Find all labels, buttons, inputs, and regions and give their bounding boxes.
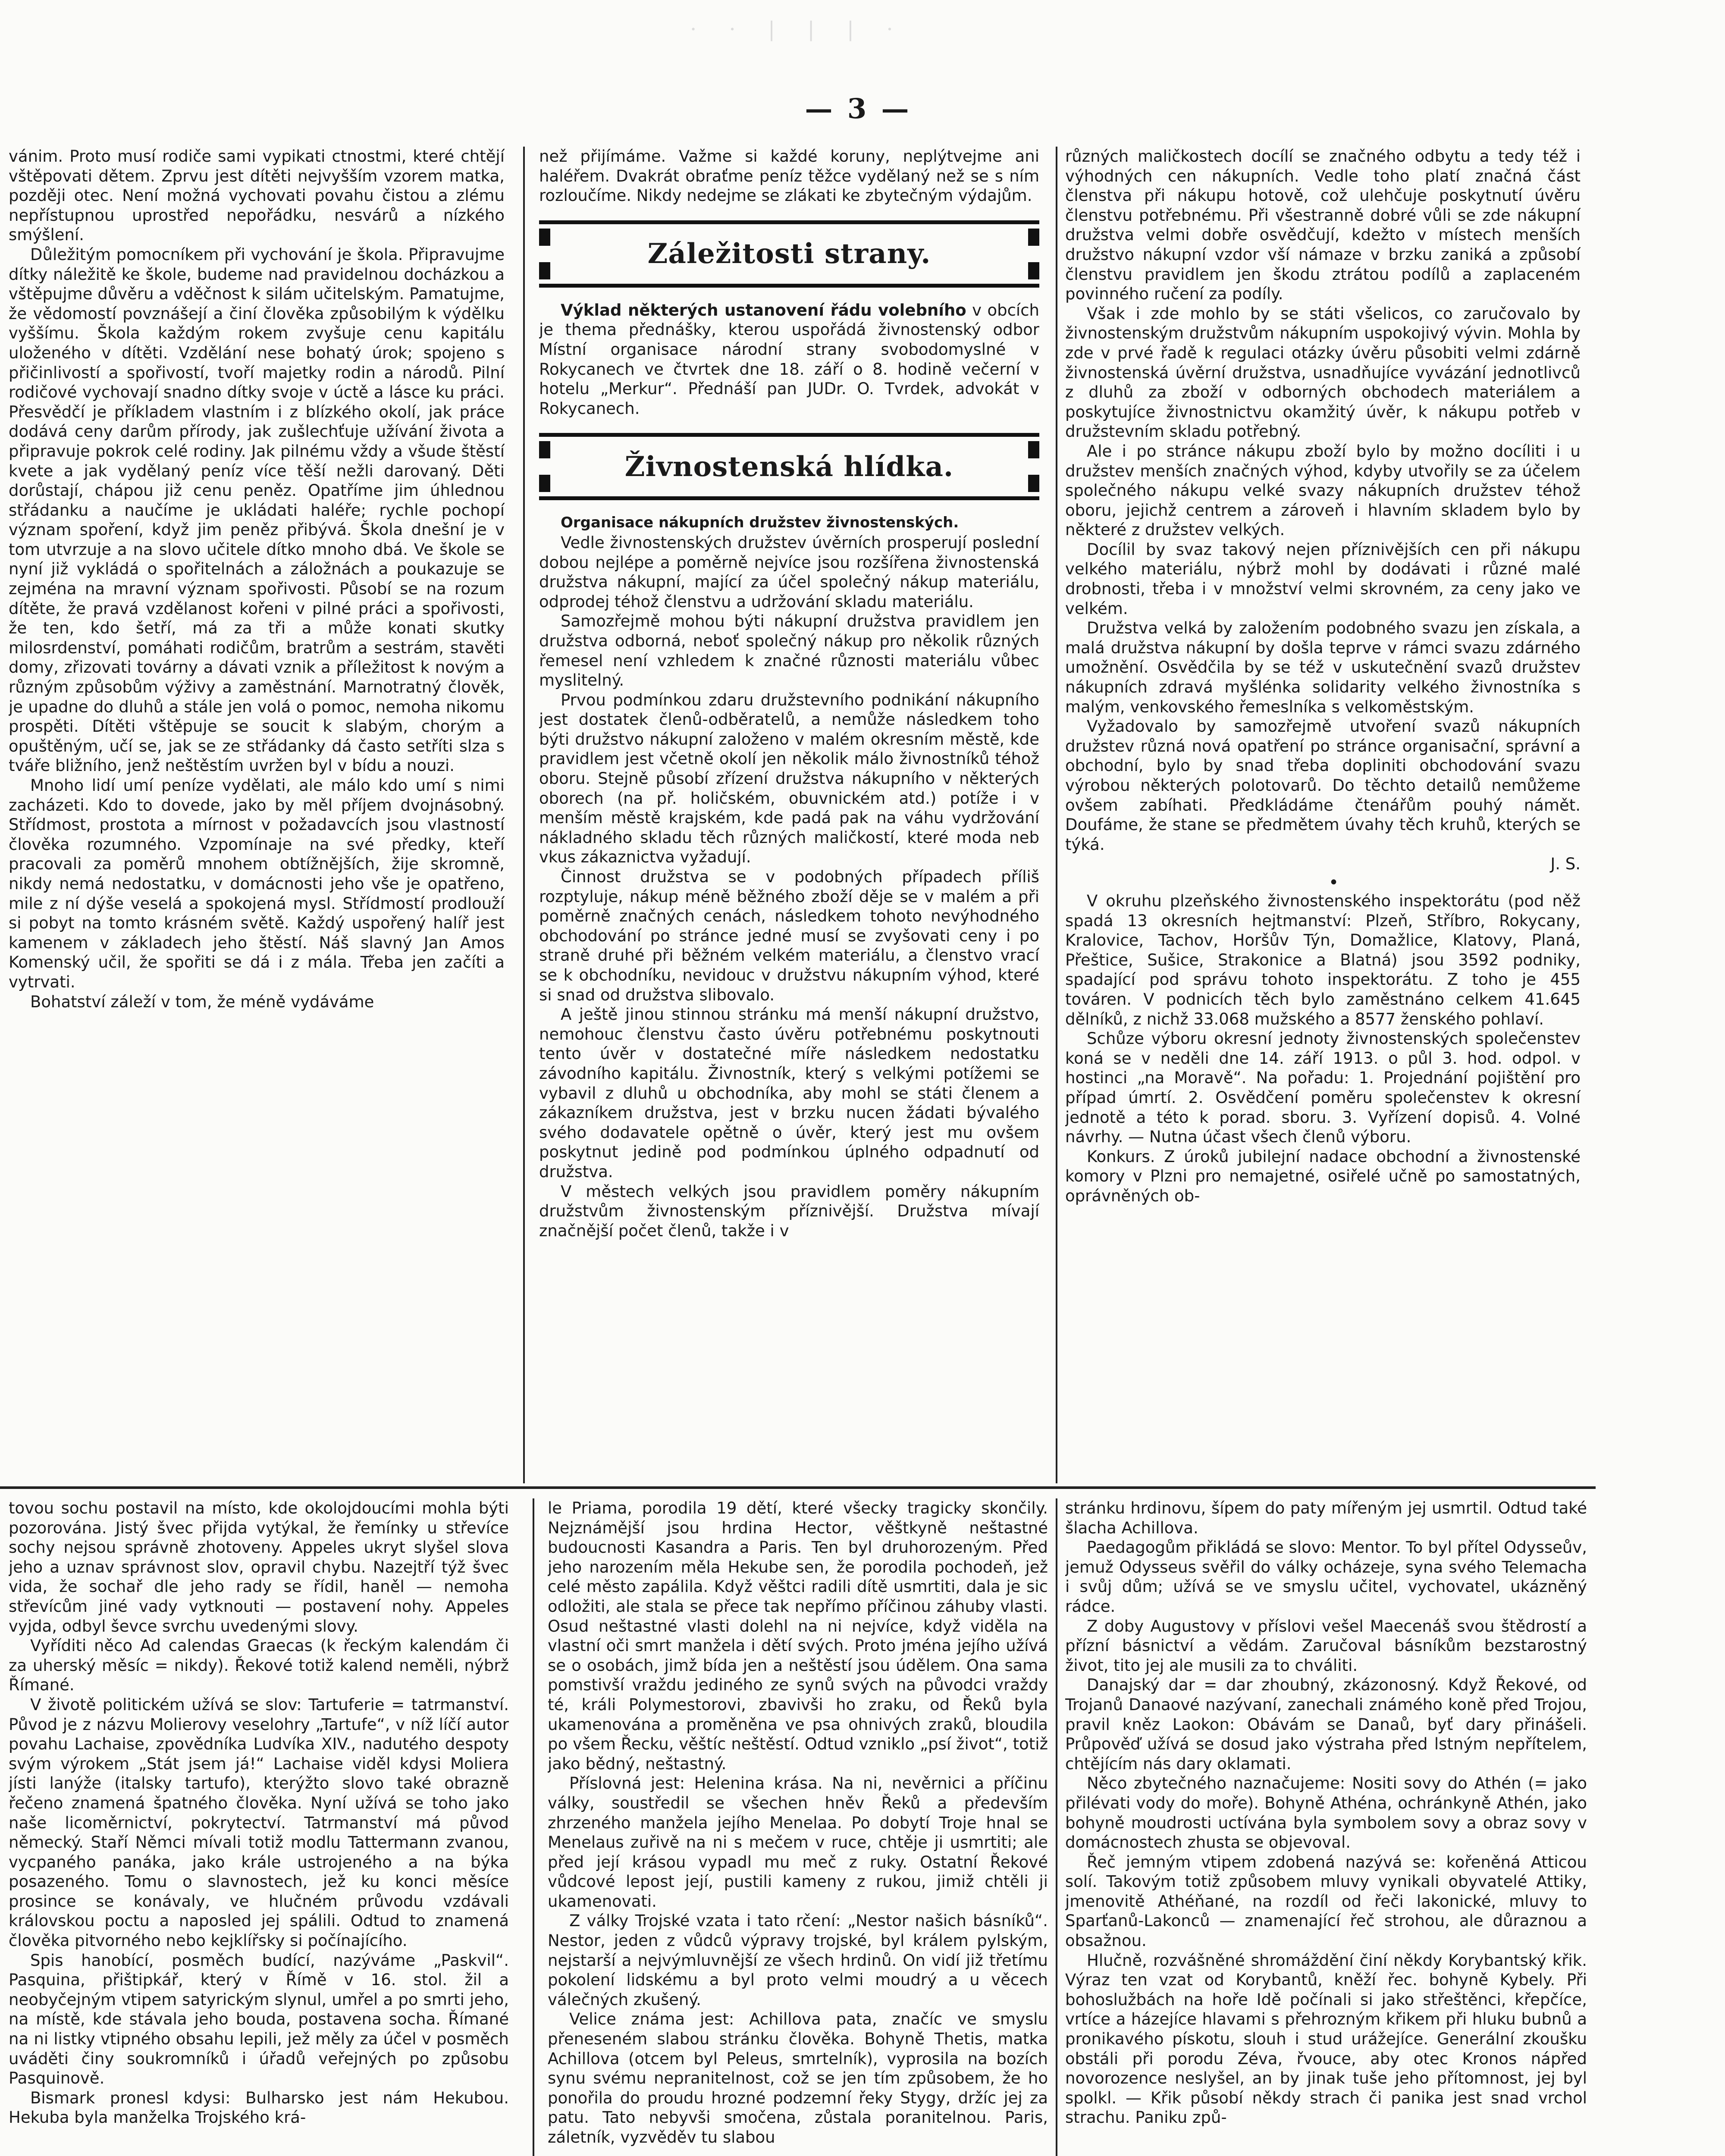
column-rule <box>1056 1498 1057 2156</box>
paragraph: Spis hanobící, posměch budící, nazýváme „Paskvil“. Pasquina, přištipkář, který v Římě v 16. stol. žil a neobyčejným vtipem satyrickým slynul, umřel a po smrti jeho, na místě, kde stávala jeho bouda, postavena socha. Římané na ni listky vtipného obsahu lepili, jež měly za účel v posměch uváděti činy soukromníků i úřadů veřejných po způsobu Pasquinově. <box>9 1951 509 2088</box>
ornament-square <box>1028 229 1039 246</box>
paragraph: le Priama, porodila 19 dětí, které všecky tragicky skončily. Nejznámější jsou hrdina Hector, věštkyně neštastné budoucnosti Kasandra a Paris. Ten byl druhorozeným. Před jeho narozením měla Hekube sen, že porodila pochodeň, jež celé město zapálila. Když věštci radili dítě usmrtiti, dala je sic odložiti, ale stala se přece tak nepřímo příčinou záhuby vlasti. Osud neštastné vlasti dolehl na ni nejvíce, když viděla na vlastní oči smrt manžela i dětí svých. Proto jména jejího užívá se o osobách, jimž bída jen a neštěstí jsou údělem. Ona sama pomstivší vraždu jediného ze synů svých na původci vraždy té, králi Polymestorovi, zbavivši ho zraku, od Řeků byla ukamenována a proměněna ve psa ohnivých zraků, bloudila po všem Řecku, věštíc neštěstí. Odtud vzniklo „psí život“, totiž jako bědný, neštastný. <box>548 1499 1048 1773</box>
paragraph: Něco zbytečného naznačujeme: Nositi sovy do Athén (= jako přilévati vody do moře). Bohyně Athéna, ochránkyně Athén, jako bohyně moudrosti uctívána byla symbolem sovy a obraz sovy v domácnostech zhusta se objevoval. <box>1065 1774 1587 1852</box>
paragraph-text: v obcích je thema přednášky, kterou uspořádá živnostenský odbor Místní organisace národní strany svobodomyslné v Rokycanech ve čtvrtek dne 18. září o 8. hodině večerní v hotelu „Merkur“. Přednáší pan JUDr. O. Tvrdek, advokát v Rokycanech. <box>539 301 1039 418</box>
bottom-column-3 <box>1065 1498 1587 2156</box>
ornament-square <box>539 262 550 279</box>
paragraph: Příslovná jest: Helenina krása. Na ni, nevěrnici a příčinu války, soustředil se všechen hněv Řeků a především zhrzeného manžela jejího Menelaa. Po dobytí Troje hnal se Menelaus zuřivě na ni s mečem v ruce, chtěje ji usmrtiti; ale před její krásou vypadl mu meč z ruky. Ostatní Řekové vůdcové lepost její, pustili kameny z rukou, jimiž chtěli ji ukamenovati. <box>548 1774 1048 1911</box>
column-rule <box>523 147 525 1483</box>
separator-dot: • <box>1328 872 1339 893</box>
top-column-2 <box>539 147 1039 1479</box>
paragraph: stránku hrdinovu, šípem do paty mířeným jej usmrtil. Odtud také šlacha Achillova. <box>1065 1499 1587 1537</box>
horizontal-divider <box>0 1486 1596 1489</box>
paragraph: Z války Trojské vzata i tato rčení: „Nestor našich básníků“. Nestor, jeden z vůdců výpravy trojské, byl králem pylským, nejstarší a nejvýmluvnější ze všech hrdinů. On vidí již třetímu pokolení lidskému a byl proto velmi moudrý a u věcech válečných zkušený. <box>548 1912 1048 2009</box>
paragraph: Družstva velká by založením podobného svazu jen získala, a malá družstva nákupní by došla teprve v rámci svazu zdárného umožnění. Osvědčila by se též v uskutečnění svazů družstev nákupních zdravá myšlénka solidarity velkého živnostníka s malým, venkovského řemeslníka s velkoměstským. <box>1065 619 1581 716</box>
paragraph: Velice známa jest: Achillova pata, značíc ve smyslu přeneseném slabou stránku člověka. Bohyně Thetis, matka Achillova (otcem byl Peleus, smrtelník), vyprosila na bozích synu svému nepranitelnost, což se jen tím způsobem, že ho ponořila do proudu hrozné podzemní řeky Stygy, držíc jej za patu. Tato nebyvši smočena, zůstala poranitelnou. Paris, záletník, vyzvěděv tu slabou <box>548 2010 1048 2147</box>
paragraph: Docílil by svaz takový nejen příznivějších cen při nákupu velkého materiálu, nýbrž mohl by dodávati i různé malé drobnosti, třeba i v množství velmi skrovném, za ceny jako ve velkém. <box>1065 540 1581 618</box>
paragraph: Mnoho lidí umí peníze vydělati, ale málo kdo umí s nimi zacházeti. Kdo to dovede, jako by měl příjem dvojnásobný. Střídmost, prostota a mírnost v požadavcích jsou vlastností člověka rozumného. Vzpomínaje na své předky, kteří pracovali za poměrů mnohem obtížnějších, žije skromně, nikdy nemá nedostatku, v domácnosti jeho vše je opatřeno, mile z ní dýše veselá a spokojená mysl. Střídmostí prodlouží si pobyt na tomto krásném světě. Každý uspořený halíř jest kamenem v základech jeho štěstí. Náš slavný Jan Amos Komenský učil, že spořiti se dá i z mála. Třeba jen začíti a vytrvati. <box>9 776 505 991</box>
section-title: Záležitosti strany. <box>647 237 931 270</box>
paragraph: Konkurs. Z úroků jubilejní nadace obchodní a živnostenské komory v Plzni pro nemajetné, osiřelé učně po samostatných, oprávněných ob- <box>1065 1147 1581 1205</box>
section-header-trade <box>539 433 1039 500</box>
paragraph: Paedagogům přikládá se slovo: Mentor. To byl přítel Odysseův, jemuž Odysseus svěřil do války ocházeje, syna svého Telemacha i svůj dům; užívá se ve smyslu učitel, vychovatel, ukázněný rádce. <box>1065 1538 1587 1616</box>
paragraph <box>539 301 1039 419</box>
paragraph: V životě politickém užívá se slov: Tartuferie = tatrmanství. Původ je z názvu Molierovy veselohry „Tartufe“, v níž líčí autor povahu Lachaise, zpovědníka Ludvíka XIV., nadutého despoty svým výrokem „Stát jsem já!“ Lachaise viděl kdysi Moliera jísti lanýže (italsky tartufo), kterýžto slovo také obrazně řečeno znamená špatného člověka. Nyní užívá se toho jako naše licoměrnictví, pokrytectví. Tatrmanství má původ německý. Staří Němci mívali totiž modlu Tattermann zvanou, vycpaného panáka, jako krále ustrojeného a na býka posazeného. Tomu o slavnostech, jež ku konci měsíce prosince se konávaly, ve hlučném průvodu vzdávali královskou poctu a naposled jej spálili. Odtud to znamená člověka pitvorného nebo kejklířsky si počínajícího. <box>9 1695 509 1950</box>
ornament-square <box>539 475 550 492</box>
faint-marks: · · | | | · <box>690 17 906 41</box>
bottom-column-1 <box>9 1498 509 2156</box>
ornament-square <box>1028 475 1039 492</box>
paragraph: Vyžadovalo by samozřejmě utvoření svazů nákupních družstev různá nová opatření po stránce organisační, správní a obchodní, bylo by snad třeba dopliniti obchodování svazu výrobou některých polotovarů. Do těchto detailů nemůžeme ovšem zabíhati. Předkládáme čtenářům pouhý námět. Doufáme, že stane se předmětem úvahy těch kruhů, kterých se týká. <box>1065 717 1581 854</box>
ornament-square <box>539 441 550 458</box>
paragraph: tovou sochu postavil na místo, kde okolojdoucími mohla býti pozorována. Jistý švec přijda vytýkal, že řemínky u střevíce sochy nejsou správně zhotoveny. Appeles ukryt slyšel slova jeho a uznav správnost slov, opravil chybu. Nazejtří týž švec vida, že sochař dle jeho rady se řídil, haněl — nemoha střevícům jiné vady vytknouti — postavení nohy. Appeles vyjda, odbyl ševce svrchu uvedenými slovy. <box>9 1499 509 1636</box>
paragraph: Hlučně, rozvášněné shromáždění činí někdy Korybantský křik. Výraz ten vzat od Korybantů, kněží řec. bohyně Kybely. Při bohoslužbách na hoře Idě počínali si jako střeštěnci, křepčíce, vrtíce a házejíce hlavami s přehrozným křikem při hluku bubnů a pronikavého pískotu, slouh i stud urážejíce. Generální zkoušku obstáli při porodu Zéva, řvouce, aby otec Kronos nápřed novorozence neslyšel, an by jinak tuše jeho přítomnost, jej byl spolkl. — Křik působí někdy strach či panika jest snad vrchol strachu. Paniku způ- <box>1065 1951 1587 2127</box>
page-number: — 3 — <box>805 93 912 125</box>
paragraph: V městech velkých jsou pravidlem poměry nákupním družstvům živnostenským příznivější. Družstva mívají značnější počet členů, takže i v <box>539 1182 1039 1240</box>
bold-lead: Výklad některých ustanovení řádu volebního <box>561 301 966 320</box>
paragraph: Vyříditi něco Ad calendas Graecas (k řeckým kalendám či za uherský měsíc = nikdy). Řekové totiž kalend neměli, nýbrž Římané. <box>9 1636 509 1695</box>
subheading: Organisace nákupních družstev živnostenských. <box>561 514 959 532</box>
ornament-square <box>1028 262 1039 279</box>
paragraph: A ještě jinou stinnou stránku má menší nákupní družstvo, nemohouc členstvu často úvěru potřebnému poskytnouti tento úvěr v dostatečné míře následkem nedostatku závodního kapitálu. Živnostník, který s velkými potížemi se vybavil z dluhů u obchodníka, aby mohl se státi členem a zákazníkem družstva, jest v brzku nucen žádati bývalého svého dodavatele opětně o úvěr, který jest mu ovšem poskytnut jedině pod podmínkou úplného odpadnutí od družstva. <box>539 1005 1039 1181</box>
paragraph: Bismark pronesl kdysi: Bulharsko jest nám Hekubou. Hekuba byla manželka Trojského krá- <box>9 2088 509 2127</box>
paragraph: Z doby Augustovy v příslovi vešel Maecenáš svou štědrostí a přízní básnictví a vědám. Zaručoval básníkům bezstarostný život, tito jej ale musili za to chváliti. <box>1065 1617 1587 1675</box>
paragraph: Činnost družstva se v podobných případech příliš rozptyluje, nákup méně běžného zboží děje se v malém a při poměrně značných cenách, následkem tohoto nevýhodného obchodování po stránce jedné musí se zvyšovati ceny i po straně druhé při běžném velkém materiálu, a členstvo vrací se k obchodníku, nevidouc v družstvu nákupním výhod, které si snad od družstva slibovalo. <box>539 868 1039 1004</box>
paragraph: Řeč jemným vtipem zdobená nazývá se: kořeněná Atticou solí. Takovým totiž způsobem mluvy vynikali obyvatelé Attiky, jmenovitě Athéňané, na rozdíl od řeči lakonické, mluvy to Sparťanů-Lakonců — znamenající řeč strohou, ale důraznou a obsažnou. <box>1065 1852 1587 1950</box>
top-column-1 <box>9 147 505 1479</box>
paragraph: vánim. Proto musí rodiče sami vypikati ctnostmi, které chtějí vštěpovati dětem. Zprvu jest dítěti nejvyšším vzorem matka, později otec. Není možná vychovati povahu čistou a zlému nepřístupnou uprostřed nepořádku, nesvárů a nízkého smýšlení. <box>9 147 505 244</box>
paragraph: než přijímáme. Važme si každé koruny, neplýtvejme ani haléřem. Dvakrát obraťme peníz těžce vydělaný než se s ním rozloučíme. Nikdy nedejme se zlákati ke zbytečným výdajům. <box>539 147 1039 205</box>
paragraph: různých maličkostech docílí se značného odbytu a tedy též i výhodných cen nákupních. Vedle toho platí značná část členstva při nákupu hotově, což ulehčuje poskytnutí úvěru členstvu potřebnému. Při všestranně dobré vůli se zde nákupní družstva velmi dobře osvědčují, kdežto v místech menších družstvo nákupní vzdor vší námaze v brzku zaniká a způsobí členstvu pravidlem jen škodu ztrátou podílů a zaplaceném povinného ručení za podíly. <box>1065 147 1581 304</box>
section-header-party <box>539 220 1039 288</box>
paragraph: Samozřejmě mohou býti nákupní družstva pravidlem jen družstva odborná, neboť společný nákup pro několik různých řemesel není vzhledem k značné různosti materiálu vůbec myslitelný. <box>539 612 1039 690</box>
author-signature: J. S. <box>1550 855 1581 874</box>
paragraph: Schůze výboru okresní jednoty živnostenských společenstev koná se v neděli dne 14. září 1913. o půl 3. hod. odpol. v hostinci „na Moravě“. Na pořadu: 1. Projednání pojištění pro případ úmrtí. 2. Osvědčení poměru společenstev k okresní jednotě a této k porad. sboru. 3. Vyřízení dopisů. 4. Volné návrhy. — Nutna účast všech členů výboru. <box>1065 1029 1581 1147</box>
bottom-column-2 <box>548 1498 1048 2156</box>
section-title: Živnostenská hlídka. <box>624 450 954 483</box>
paragraph: Bohatství záleží v tom, že méně vydáváme <box>30 992 374 1011</box>
ornament-square <box>539 229 550 246</box>
paragraph: Však i zde mohlo by se státi všelicos, co zaručovalo by živnostenským družstvům nákupním uspokojivý vývin. Mohla by zde v prvé řadě k regulaci otázky úvěru působiti velmi zdárně živnostenská úvěrní družstva, usnadňujíce vyvázání jednotlivců z dluhů za zboží v odborných obchodech materiálem a poskytujíce živnostnictvu okamžitý úvěr, k nákupu potřeb v družstevním skladu potřebný. <box>1065 304 1581 441</box>
paragraph: Vedle živnostenských družstev úvěrních prosperují poslední dobou nejlépe a poměrně nejvíce jsou rozšířena živnostenská družstva nákupní, mající za účel společný nákup materiálu, odprodej téhož členstvu a udržování skladu materiálu. <box>539 533 1039 611</box>
top-column-3 <box>1065 147 1581 1479</box>
ornament-square <box>1028 441 1039 458</box>
column-rule <box>1056 147 1057 1483</box>
paragraph: Danajský dar = dar zhoubný, zkázonosný. Když Řekové, od Trojanů Danaové nazývaní, zanechali známého koně před Trojou, pravil kněz Laokon: Obávám se Danaů, byť dary přinášeli. Průpověď užívá se dosud jako výstraha před lstným nepřítelem, chtějícím nás dary oklamati. <box>1065 1676 1587 1773</box>
paragraph: Prvou podmínkou zdaru družstevního podnikání nákupního jest dostatek členů-odběratelů, a nemůže následkem toho býti družstvo nákupní založeno v malém okresním městě, kde pravidlem jest včetně okolí jen několik málo živnostníků téhož oboru. Stejně působí zřízení družstva nákupního v některých oborech (na př. holičském, obuvnickém atd.) potíže i v menším městě krajském, kde padá pak na váhu vydržování nákladného skladu těch různých maličkostí, které moda neb vkus zákaznictva vyžadují. <box>539 690 1039 867</box>
paragraph: V okruhu plzeňského živnostenského inspektorátu (pod něž spadá 13 okresních hejtmanství: Plzeň, Stříbro, Rokycany, Kralovice, Tachov, Horšův Týn, Domažlice, Klatovy, Planá, Přeštice, Sušice, Strakonice a Blatná) jsou 3592 podniky, spadající pod správu tohoto inspektorátu. Z toho je 455 továren. V podnicích těch bylo zaměstnáno celkem 41.645 dělníků, z nichž 33.068 mužského a 8577 ženského pohlaví. <box>1065 891 1581 1028</box>
column-rule <box>533 1498 534 2156</box>
paragraph: Důležitým pomocníkem při vychování je škola. Připravujme dítky náležitě ke škole, budeme nad pravidelnou docházkou a vštěpujme důvěru a vděčnost k silám učitelským. Pamatujme, že vědomostí povznášejí a činí člověka způsobilým k výdělku vyššímu. Škola každým rokem zvyšuje cenu kapitálu uloženého v dítěti. Vzdělání nese bohatý úrok; spojeno s přičinlivostí a spořivostí, tvoří majetky rodin a národů. Pilní rodičové vychovají snadno dítky svoje v úctě a lásce ku práci. Přesvědčí je příkladem vlastním i z blízkého okolí, jak práce dodává ceny darům přírody, jak zušlechťuje užívání života a připravuje pokrok celé rodiny. Jak pilnému vždy a všude štěstí kvete a jak vydělaný peníz více těší nežli darovaný. Děti dorůstají, chápou již cenu peněz. Opatříme jim úhlednou střádanku a naučíme je ukládati haléře; rychle pochopí význam spoření, když jim peněz přibývá. Škola dnešní je v tom utvrzuje a na slovo učitele dítko mnoho dbá. Ve škole se nyní již vykládá o spořitelnách a záložnách a poukazuje se zejména na mravní význam spořivosti. Působí se na rozum dítěte, že pravá vzdělanost kořeni v pilné práci a spořivosti, že ten, kdo šetří, má za tři a může konati skutky milosrdenství, pomáhati rodičům, bratrům a sestrám, stavěti domy, zřizovati továrny a dávati vznik a příležitost k novým a různým způsobům výživy a zaměstnání. Marnotratný člověk, je upadne do dluhů a stále jen volá o pomoc, nemoha nikomu prospěti. Dítěti vštěpuje se soucit k slabým, chorým a opuštěným, učí se, jak se ze střádanky dá často setříti slza s tváře bližního, jenž neštěstím uvržen byl v bídu a nouzi. <box>9 245 505 775</box>
paragraph: Ale i po stránce nákupu zboží bylo by možno docíliti i u družstev menších značných výhod, kdyby utvořily se za účelem společného nákupu velké svazy nákupních družstev téhož oboru, jejichž centrem a zároveň i hlavním skladem bylo by některé z družstev velkých. <box>1065 442 1581 539</box>
